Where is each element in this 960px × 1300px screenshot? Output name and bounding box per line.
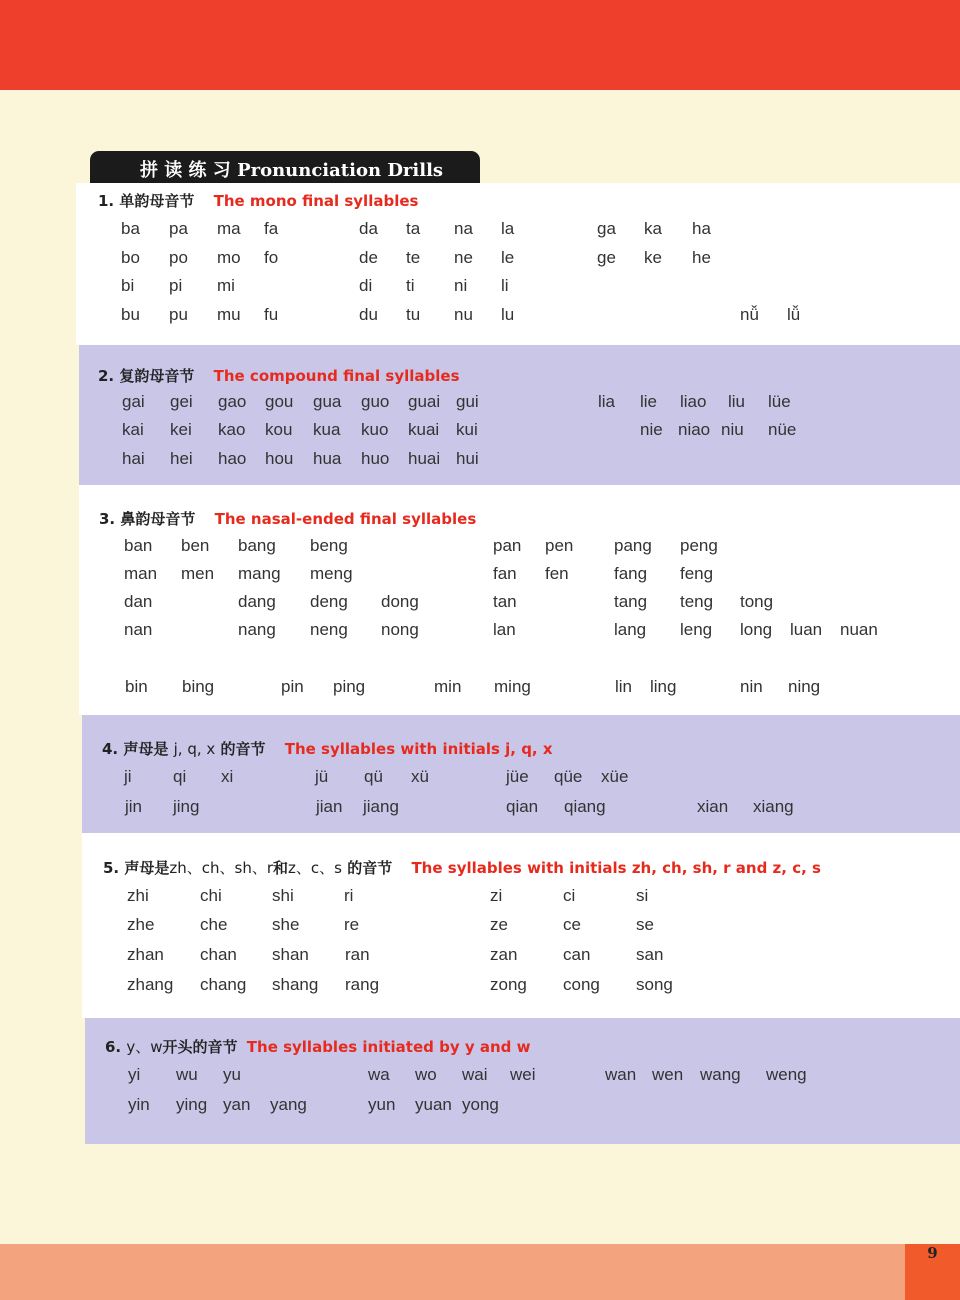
syllable: ka: [644, 219, 662, 238]
syllable: yun: [368, 1095, 396, 1114]
syllable: ga: [597, 219, 616, 238]
syllable: te: [406, 248, 421, 267]
syllable: de: [359, 248, 378, 267]
section-title-en: The syllables with initials zh, ch, sh, r and z, c, s: [411, 859, 821, 877]
section-title-zh-tail: 的音节: [347, 859, 393, 877]
title-tab: [90, 151, 480, 183]
section-title-en: The nasal-ended final syllables: [214, 510, 477, 528]
syllable: ti: [406, 276, 415, 295]
syllable: yu: [223, 1065, 241, 1084]
syllable: nuan: [840, 620, 878, 639]
section-title-zh-mid: 和: [273, 859, 289, 877]
syllable: nüe: [768, 420, 797, 439]
syllable: ma: [217, 219, 241, 238]
syllable: liu: [728, 392, 746, 411]
section-number: 5.: [103, 859, 120, 877]
syllable: can: [563, 945, 591, 964]
syllable: yi: [128, 1065, 141, 1084]
syllable: gao: [218, 392, 247, 411]
syllable: lie: [640, 392, 658, 411]
syllable: tu: [406, 305, 421, 324]
section-number: 1.: [98, 192, 115, 210]
section-1-heading: [98, 190, 418, 211]
section-title-letters: zh、ch、sh、r: [169, 859, 274, 877]
syllable: shan: [272, 945, 309, 964]
syllable: kai: [122, 420, 144, 439]
syllable: mang: [238, 564, 281, 583]
syllable: kao: [218, 420, 246, 439]
section-title-zh-tail: 的音节: [220, 740, 266, 758]
syllable: kuai: [408, 420, 440, 439]
syllable: tang: [614, 592, 648, 611]
syllable: pu: [169, 305, 188, 324]
syllable: ben: [181, 536, 210, 555]
syllable: dang: [238, 592, 276, 611]
bottom-color-band: [0, 1244, 960, 1300]
syllable: che: [200, 915, 228, 934]
syllable: zhe: [127, 915, 155, 934]
syllable: lia: [598, 392, 616, 411]
syllable: gua: [313, 392, 342, 411]
syllable: huai: [408, 449, 441, 468]
section-number: 3.: [99, 510, 116, 528]
syllable: nǚ: [740, 305, 759, 324]
syllable: xü: [411, 767, 429, 786]
syllable: wu: [176, 1065, 198, 1084]
syllable: xüe: [601, 767, 629, 786]
section-number: 6.: [105, 1038, 122, 1056]
syllable: tan: [493, 592, 517, 611]
syllable: lang: [614, 620, 647, 639]
syllable: gei: [170, 392, 193, 411]
syllable: ze: [490, 915, 508, 934]
section-4-heading: [102, 738, 553, 759]
syllable: guo: [361, 392, 390, 411]
syllable: wai: [462, 1065, 488, 1084]
syllable: zong: [490, 975, 527, 994]
syllable: di: [359, 276, 373, 295]
syllable: dan: [124, 592, 153, 611]
section-title-en: The syllables with initials j, q, x: [284, 740, 553, 758]
syllable: bang: [238, 536, 276, 555]
syllable: qiang: [564, 797, 606, 816]
syllable: jian: [316, 797, 343, 816]
syllable: bo: [121, 248, 140, 267]
syllable: wei: [510, 1065, 536, 1084]
syllable: she: [272, 915, 300, 934]
syllable: gou: [265, 392, 294, 411]
syllable: mi: [217, 276, 235, 295]
syllable: ji: [124, 767, 132, 786]
syllable: zhang: [127, 975, 174, 994]
syllable: lüe: [768, 392, 791, 411]
syllable: qi: [173, 767, 187, 786]
syllable: pan: [493, 536, 522, 555]
page-title: 拼 读 练 习 Pronunciation Drills: [140, 160, 444, 181]
section-number: 2.: [98, 367, 115, 385]
section-title-en: The compound final syllables: [213, 367, 460, 385]
syllable: ce: [563, 915, 581, 934]
syllable: hui: [456, 449, 479, 468]
section-title-zh-tail: 开头的音节: [162, 1038, 238, 1056]
syllable: zhi: [127, 886, 149, 905]
syllable: beng: [310, 536, 348, 555]
syllable: fen: [545, 564, 569, 583]
syllable: he: [692, 248, 711, 267]
syllable: si: [636, 886, 649, 905]
syllable: nang: [238, 620, 276, 639]
syllable: xi: [221, 767, 234, 786]
syllable: ming: [494, 677, 531, 696]
syllable: kua: [313, 420, 341, 439]
section-title-en: The syllables initiated by y and w: [246, 1038, 531, 1056]
syllable: jüe: [506, 767, 529, 786]
syllable: lin: [615, 677, 633, 696]
syllable: bin: [125, 677, 148, 696]
syllable: na: [454, 219, 473, 238]
syllable: hai: [122, 449, 145, 468]
syllable: jiang: [363, 797, 399, 816]
syllable: pa: [169, 219, 188, 238]
section-6-heading: [105, 1036, 530, 1057]
syllable: ta: [406, 219, 421, 238]
syllable: lan: [493, 620, 516, 639]
syllable: feng: [680, 564, 714, 583]
syllable: ying: [176, 1095, 208, 1114]
syllable: se: [636, 915, 654, 934]
syllable: san: [636, 945, 664, 964]
syllable: fu: [264, 305, 279, 324]
syllable: rang: [345, 975, 380, 994]
syllable: gui: [456, 392, 479, 411]
syllable: ling: [650, 677, 677, 696]
section-5-heading: [103, 857, 821, 878]
syllable: man: [124, 564, 158, 583]
syllable: nong: [381, 620, 419, 639]
syllable: huo: [361, 449, 390, 468]
syllable: wen: [652, 1065, 684, 1084]
syllable: ne: [454, 248, 473, 267]
syllable: hua: [313, 449, 342, 468]
syllable: chan: [200, 945, 237, 964]
syllable: mu: [217, 305, 241, 324]
syllable: qian: [506, 797, 539, 816]
syllable: ci: [563, 886, 576, 905]
page-number: 9: [927, 1244, 938, 1262]
syllable: pang: [614, 536, 652, 555]
syllable: song: [636, 975, 673, 994]
syllable: li: [501, 276, 509, 295]
syllable: pin: [281, 677, 304, 696]
syllable: cong: [563, 975, 600, 994]
syllable: la: [501, 219, 515, 238]
syllable: pen: [545, 536, 574, 555]
syllable: dong: [381, 592, 419, 611]
syllable: long: [740, 620, 773, 639]
syllable: shi: [272, 886, 294, 905]
syllable: peng: [680, 536, 718, 555]
section-title-zh: 声母是: [124, 859, 170, 877]
section-title-en: The mono final syllables: [213, 192, 419, 210]
syllable: fa: [264, 219, 279, 238]
syllable: kei: [170, 420, 192, 439]
syllable: ba: [121, 219, 140, 238]
syllable: ri: [344, 886, 354, 905]
syllable: hao: [218, 449, 247, 468]
syllable: fo: [264, 248, 279, 267]
syllable: ni: [454, 276, 468, 295]
syllable: chang: [200, 975, 247, 994]
syllable: bu: [121, 305, 140, 324]
syllable: liao: [680, 392, 707, 411]
syllable: wa: [368, 1065, 390, 1084]
syllable: po: [169, 248, 188, 267]
syllable: hou: [265, 449, 294, 468]
syllable: zan: [490, 945, 518, 964]
syllable: re: [344, 915, 360, 934]
syllable: ge: [597, 248, 616, 267]
syllable: zi: [490, 886, 503, 905]
syllable: qüe: [554, 767, 583, 786]
syllable: xiang: [753, 797, 794, 816]
section-3-heading: [99, 508, 476, 529]
syllable: ran: [345, 945, 370, 964]
syllable: deng: [310, 592, 348, 611]
syllable: leng: [680, 620, 713, 639]
syllable: yin: [128, 1095, 150, 1114]
syllable: du: [359, 305, 378, 324]
syllable: fan: [493, 564, 517, 583]
syllable: gai: [122, 392, 145, 411]
syllable: xian: [697, 797, 729, 816]
syllable: teng: [680, 592, 714, 611]
syllable: hei: [170, 449, 193, 468]
syllable: le: [501, 248, 515, 267]
syllable: pi: [169, 276, 183, 295]
syllable: min: [434, 677, 462, 696]
syllable: shang: [272, 975, 319, 994]
syllable: nan: [124, 620, 153, 639]
syllable: wang: [700, 1065, 741, 1084]
syllable: ke: [644, 248, 662, 267]
syllable: kou: [265, 420, 293, 439]
syllable: luan: [790, 620, 823, 639]
syllable: niao: [678, 420, 711, 439]
syllable: tong: [740, 592, 774, 611]
syllable: ban: [124, 536, 153, 555]
syllable: neng: [310, 620, 348, 639]
syllable: nie: [640, 420, 663, 439]
syllable: qü: [364, 767, 383, 786]
syllable: kui: [456, 420, 478, 439]
section-title-zh: 复韵母音节: [119, 367, 195, 385]
syllable: yan: [223, 1095, 251, 1114]
section-2-heading: [98, 365, 460, 386]
syllable: zhan: [127, 945, 164, 964]
syllable: nu: [454, 305, 473, 324]
section-title-zh: 鼻韵母音节: [120, 510, 196, 528]
syllable: yong: [462, 1095, 499, 1114]
syllable: weng: [766, 1065, 807, 1084]
syllable: nin: [740, 677, 763, 696]
syllable: fang: [614, 564, 648, 583]
syllable: mo: [217, 248, 241, 267]
section-title-letters: j, q, x: [173, 740, 216, 758]
section-title-zh: 单韵母音节: [119, 192, 195, 210]
section-number: 4.: [102, 740, 119, 758]
top-color-band: [0, 0, 960, 90]
syllable: bi: [121, 276, 135, 295]
syllable: yang: [270, 1095, 307, 1114]
syllable: wo: [415, 1065, 437, 1084]
syllable: bing: [182, 677, 215, 696]
section-title-letters: y、w: [126, 1038, 163, 1056]
syllable: men: [181, 564, 215, 583]
syllable: jing: [173, 797, 200, 816]
syllable: kuo: [361, 420, 389, 439]
section-title-zh: 声母是: [123, 740, 169, 758]
syllable: wan: [605, 1065, 637, 1084]
syllable: lu: [501, 305, 515, 324]
syllable: ning: [788, 677, 821, 696]
section-title-letters-2: z、c、s: [288, 859, 342, 877]
syllable: ping: [333, 677, 366, 696]
syllable: guai: [408, 392, 441, 411]
syllable: jü: [315, 767, 329, 786]
syllable: yuan: [415, 1095, 452, 1114]
syllable: meng: [310, 564, 353, 583]
syllable: jin: [125, 797, 143, 816]
syllable: ha: [692, 219, 711, 238]
syllable: niu: [721, 420, 744, 439]
syllable: lǚ: [787, 305, 801, 324]
syllable: da: [359, 219, 378, 238]
page-number-box: [905, 1244, 960, 1300]
syllable: chi: [200, 886, 222, 905]
